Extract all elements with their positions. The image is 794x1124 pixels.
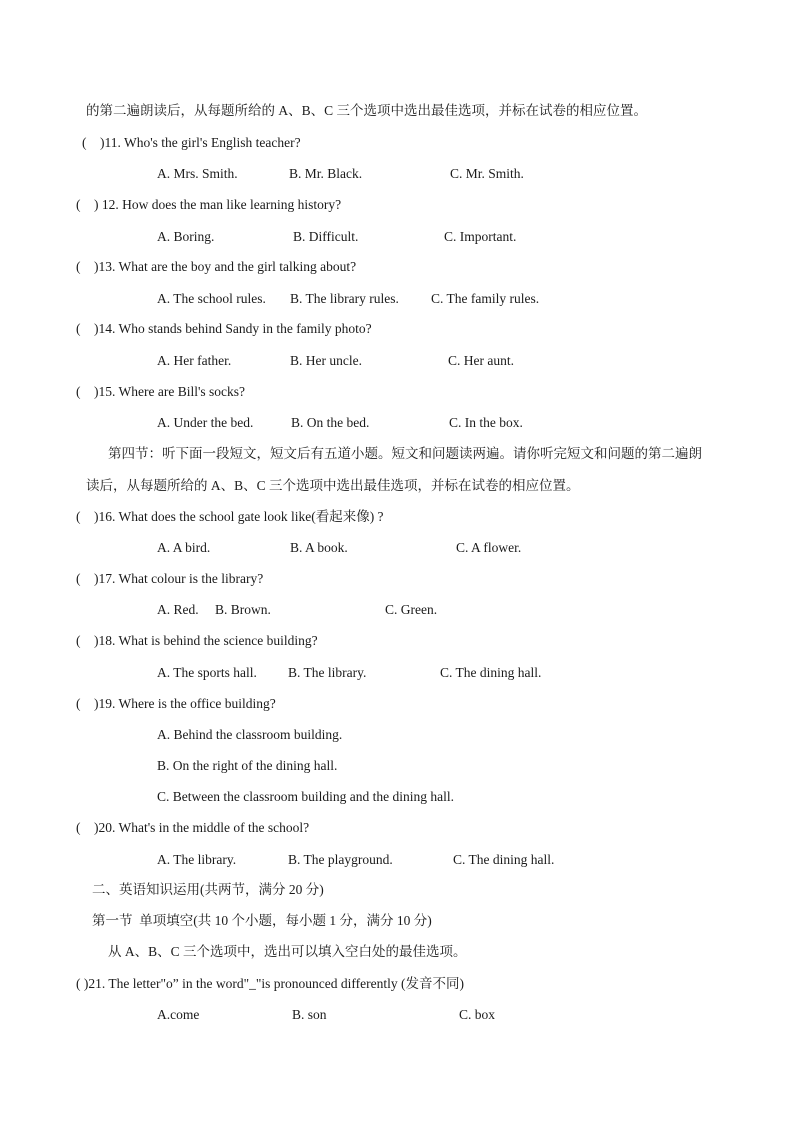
q14-option-b: B. Her uncle. xyxy=(290,353,362,368)
q15-option-b: B. On the bed. xyxy=(291,415,370,430)
intro-line: 的第二遍朗读后，从每题所给的 A、B、C 三个选项中选出最佳选项，并标在试卷的相应位置。 xyxy=(86,103,648,118)
question-13: ( )13. What are the boy and the girl talking about? xyxy=(76,259,357,274)
q19-option-c: C. Between the classroom building and the dining hall. xyxy=(157,789,454,804)
question-15: ( )15. Where are Bill's socks? xyxy=(76,384,246,399)
part2-sub-heading: 第一节 单项填空(共 10 个小题，每小题 1 分，满分 10 分) xyxy=(92,913,432,928)
q12-option-b: B. Difficult. xyxy=(293,229,359,244)
question-16: ( )16. What does the school gate look like(看起来像) ? xyxy=(76,509,384,524)
q16-option-b: B. A book. xyxy=(290,540,348,555)
q14-option-a: A. Her father. xyxy=(157,353,232,368)
question-21: ( )21. The letter"o” in the word"_"is pronounced differently (发音不同) xyxy=(76,976,464,991)
q18-option-a: A. The sports hall. xyxy=(157,665,257,680)
q13-option-b: B. The library rules. xyxy=(290,291,399,306)
q12-option-c: C. Important. xyxy=(444,229,517,244)
q21-option-b: B. son xyxy=(292,1007,327,1022)
q12-option-a: A. Boring. xyxy=(157,229,215,244)
q15-option-c: C. In the box. xyxy=(449,415,523,430)
q11-option-b: B. Mr. Black. xyxy=(289,166,363,181)
q18-option-b: B. The library. xyxy=(288,665,367,680)
q16-option-a: A. A bird. xyxy=(157,540,211,555)
q11-option-c: C. Mr. Smith. xyxy=(450,166,524,181)
question-19: ( )19. Where is the office building? xyxy=(76,696,276,711)
q18-option-c: C. The dining hall. xyxy=(440,665,542,680)
question-17: ( )17. What colour is the library? xyxy=(76,571,264,586)
question-14: ( )14. Who stands behind Sandy in the family photo? xyxy=(76,321,372,336)
q20-option-b: B. The playground. xyxy=(288,852,393,867)
q21-option-c: C. box xyxy=(459,1007,496,1022)
section4-instruction-line1: 第四节：听下面一段短文，短文后有五道小题。短文和问题读两遍。请你听完短文和问题的第二遍朗 xyxy=(108,446,702,461)
q17-option-c: C. Green. xyxy=(385,602,438,617)
q13-option-a: A. The school rules. xyxy=(157,291,266,306)
q20-option-a: A. The library. xyxy=(157,852,237,867)
question-18: ( )18. What is behind the science building? xyxy=(76,633,318,648)
q15-option-a: A. Under the bed. xyxy=(157,415,254,430)
q16-option-c: C. A flower. xyxy=(456,540,522,555)
q20-option-c: C. The dining hall. xyxy=(453,852,555,867)
question-11: ( )11. Who's the girl's English teacher? xyxy=(82,135,301,150)
part2-instruction: 从 A、B、C 三个选项中，选出可以填入空白处的最佳选项。 xyxy=(108,944,467,959)
q19-option-a: A. Behind the classroom building. xyxy=(157,727,343,742)
q19-option-b: B. On the right of the dining hall. xyxy=(157,758,338,773)
question-20: ( )20. What's in the middle of the school? xyxy=(76,820,310,835)
q11-option-a: A. Mrs. Smith. xyxy=(157,166,238,181)
question-12: ( ) 12. How does the man like learning history? xyxy=(76,197,342,212)
q21-option-a: A.come xyxy=(157,1007,200,1022)
section4-instruction-line2: 读后，从每题所给的 A、B、C 三个选项中选出最佳选项，并标在试卷的相应位置。 xyxy=(86,478,580,493)
q17-option-a: A. Red. xyxy=(157,602,199,617)
q17-option-b: B. Brown. xyxy=(215,602,271,617)
q13-option-c: C. The family rules. xyxy=(431,291,540,306)
part2-heading: 二、英语知识运用(共两节，满分 20 分) xyxy=(92,882,324,897)
q14-option-c: C. Her aunt. xyxy=(448,353,514,368)
